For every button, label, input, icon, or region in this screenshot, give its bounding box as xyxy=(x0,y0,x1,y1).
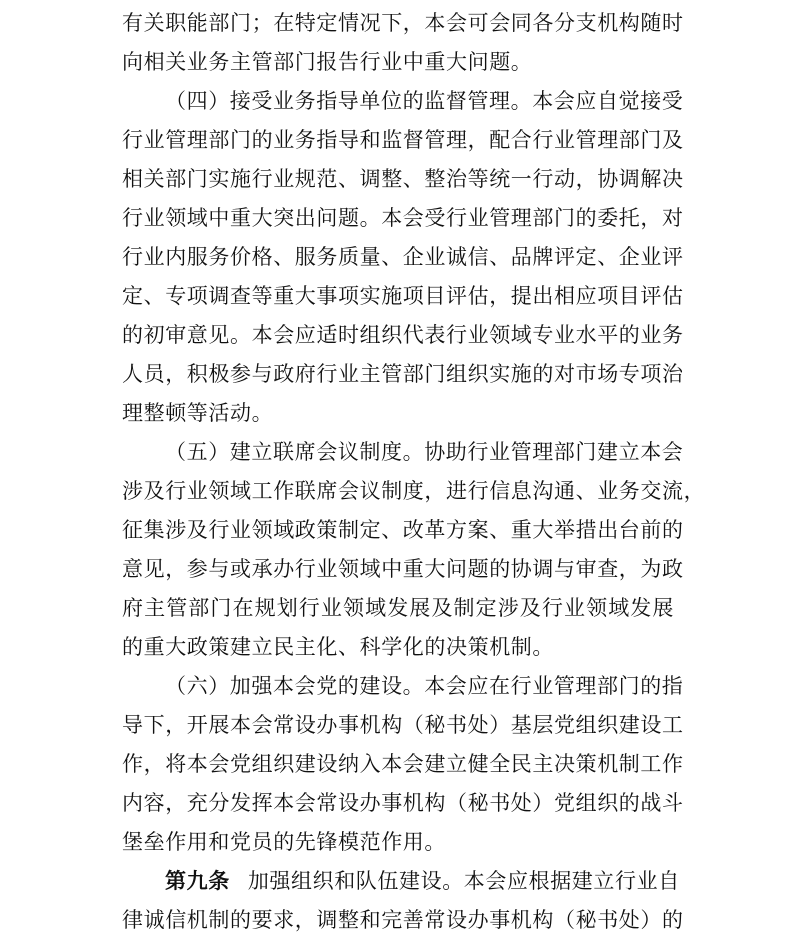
text-line: 的重大政策建立民主化、科学化的决策机制。 xyxy=(122,635,554,659)
text-line: 相关部门实施行业规范、调整、整治等统一行动，协调解决 xyxy=(122,167,684,191)
text-line: 导下，开展本会常设办事机构（秘书处）基层党组织建设工 xyxy=(122,713,684,737)
text-line: 涉及行业领域工作联席会议制度，进行信息沟通、业务交流， xyxy=(122,479,706,503)
text-line: 的初审意见。本会应适时组织代表行业领域专业水平的业务 xyxy=(122,323,684,347)
text-line: 内容，充分发挥本会常设办事机构（秘书处）党组织的战斗 xyxy=(122,791,684,815)
text-line: 征集涉及行业领域政策制定、改革方案、重大举措出台前的 xyxy=(122,518,684,542)
text-line: 定、专项调查等重大事项实施项目评估，提出相应项目评估 xyxy=(122,284,684,308)
text-line: 行业领域中重大突出问题。本会受行业管理部门的委托，对 xyxy=(122,206,684,230)
text-line: 理整顿等活动。 xyxy=(122,401,274,425)
text-line: （六）加强本会党的建设。本会应在行业管理部门的指 xyxy=(165,674,684,698)
article-text: 加强组织和队伍建设。本会应根据建立行业自 xyxy=(247,869,680,893)
text-line: 行业管理部门的业务指导和监督管理，配合行业管理部门及 xyxy=(122,128,684,152)
text-line: 律诚信机制的要求，调整和完善常设办事机构（秘书处）的 xyxy=(122,908,684,932)
article-nine-line xyxy=(165,866,680,896)
text-line: 府主管部门在规划行业领域发展及制定涉及行业领域发展 xyxy=(122,596,674,620)
text-line: 有关职能部门；在特定情况下，本会可会同各分支机构随时 xyxy=(122,11,684,35)
text-line: 行业内服务价格、服务质量、企业诚信、品牌评定、企业评 xyxy=(122,245,684,269)
text-line: 意见，参与或承办行业领域中重大问题的协调与审查，为政 xyxy=(122,557,684,581)
text-line: 人员，积极参与政府行业主管部门组织实施的对市场专项治 xyxy=(122,362,684,386)
text-line: 向相关业务主管部门报告行业中重大问题。 xyxy=(122,50,533,74)
text-line: 堡垒作用和党员的先锋模范作用。 xyxy=(122,830,446,854)
article-heading: 第九条 xyxy=(165,868,230,893)
text-line: （四）接受业务指导单位的监督管理。本会应自觉接受 xyxy=(165,89,684,113)
text-line: （五）建立联席会议制度。协助行业管理部门建立本会 xyxy=(165,440,684,464)
text-line: 作，将本会党组织建设纳入本会建立健全民主决策机制工作 xyxy=(122,752,684,776)
